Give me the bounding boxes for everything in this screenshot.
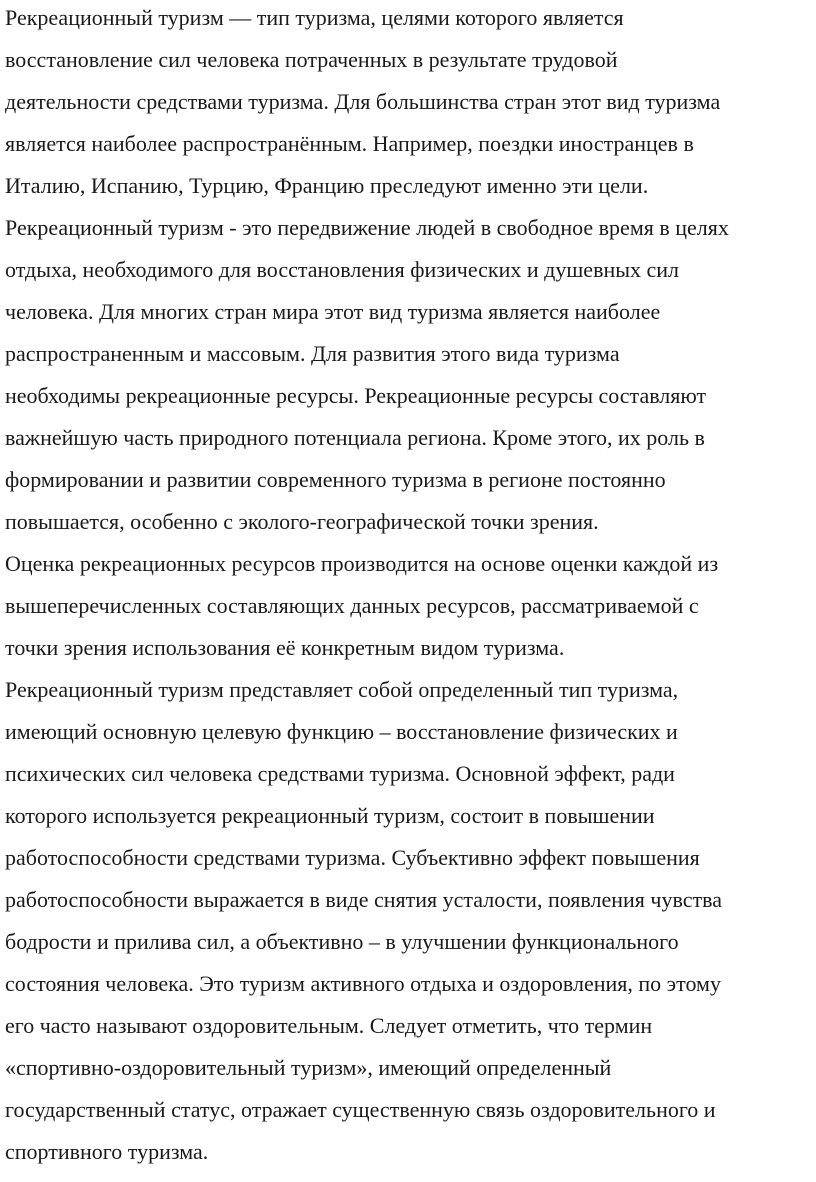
text-line: отдыха, необходимого для восстановления физических и душевных сил — [5, 257, 680, 282]
text-line: спортивного туризма. — [5, 1139, 209, 1164]
text-line: формировании и развитии современного туризма в регионе постоянно — [5, 467, 666, 492]
text-line: бодрости и прилива сил, а объективно – в улучшении функционального — [5, 929, 679, 954]
text-line: Рекреационный туризм представляет собой определенный тип туризма, — [5, 677, 679, 702]
text-line: необходимы рекреационные ресурсы. Рекреационные ресурсы составляют — [5, 383, 707, 408]
text-line: «спортивно-оздоровительный туризм», имеющий определенный — [5, 1055, 612, 1080]
text-line: вышеперечисленных составляющих данных ресурсов, рассматриваемой с — [5, 593, 699, 618]
text-line: которого используется рекреационный туризм, состоит в повышении — [5, 803, 655, 828]
text-line: работоспособности средствами туризма. Субъективно эффект повышения — [5, 845, 700, 870]
text-line: Италию, Испанию, Турцию, Францию преследуют именно эти цели. — [5, 173, 649, 198]
text-line: его часто называют оздоровительным. Следует отметить, что термин — [5, 1013, 653, 1038]
text-line: является наиболее распространённым. Например, поездки иностранцев в — [5, 131, 694, 156]
text-line: работоспособности выражается в виде снятия усталости, появления чувства — [5, 887, 722, 912]
text-line: имеющий основную целевую функцию – восстановление физических и — [5, 719, 678, 744]
text-line: государственный статус, отражает существенную связь оздоровительного и — [5, 1097, 716, 1122]
text-line: Рекреационный туризм - это передвижение людей в свободное время в целях — [5, 215, 729, 240]
text-line: психических сил человека средствами туризма. Основной эффект, ради — [5, 761, 675, 786]
text-line: деятельности средствами туризма. Для большинства стран этот вид туризма — [5, 89, 721, 114]
text-line: человека. Для многих стран мира этот вид туризма является наиболее — [5, 299, 661, 324]
text-line: повышается, особенно с эколого-географической точки зрения. — [5, 509, 599, 534]
text-line: точки зрения использования её конкретным видом туризма. — [5, 635, 565, 660]
text-line: распространенным и массовым. Для развития этого вида туризма — [5, 341, 620, 366]
text-line: восстановление сил человека потраченных в результате трудовой — [5, 47, 618, 72]
text-line: Рекреационный туризм — тип туризма, целями которого является — [5, 5, 624, 30]
text-line: важнейшую часть природного потенциала региона. Кроме этого, их роль в — [5, 425, 705, 450]
text-line: состояния человека. Это туризм активного отдыха и оздоровления, по этому — [5, 971, 721, 996]
text-line: Оценка рекреационных ресурсов производится на основе оценки каждой из — [5, 551, 719, 576]
